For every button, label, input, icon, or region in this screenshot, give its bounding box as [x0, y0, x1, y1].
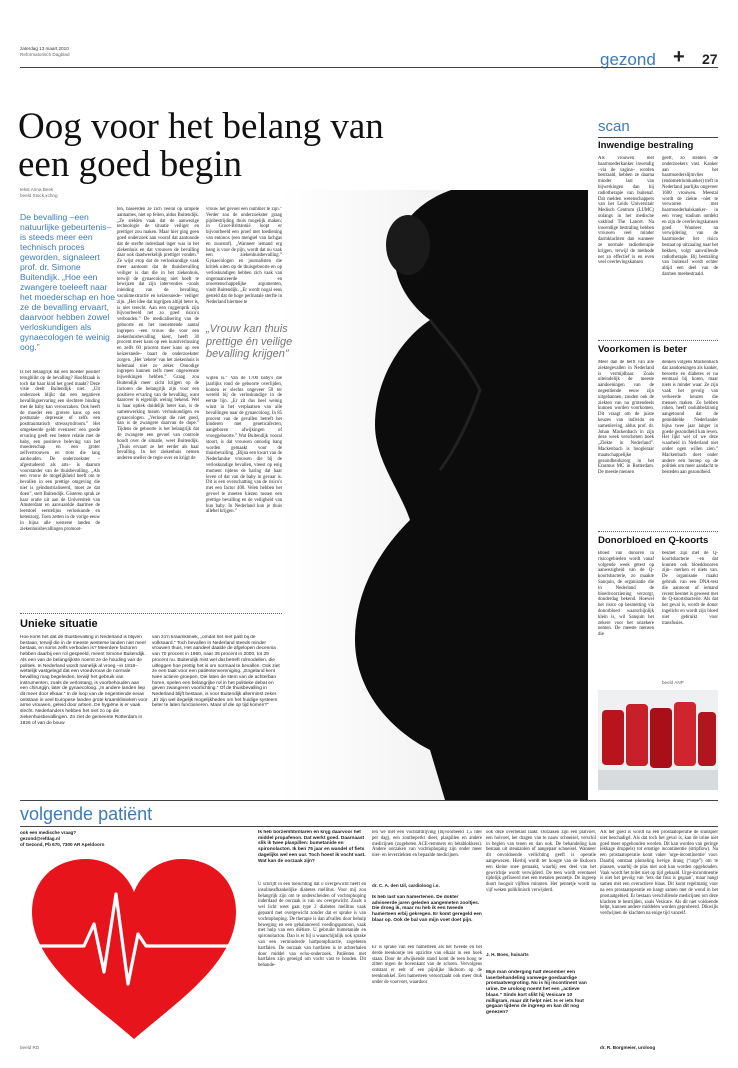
donor-rule	[598, 531, 718, 532]
donor-column-2: besmet zijn met de Q-koortsbacterie –en dat kunnen ook bloeddonoren zijn– merken er niets van. De organisatie maakt gebruik van een DNA-test die aantoont of iemand recent besmet is geweest met de Q-koortsbacterie. Als dat het geval is, wordt de donor ingelicht en wordt zijn bloed niet gebruikt voor transfusies.	[662, 551, 718, 626]
article-column-1: Is het belangrijk dat een moeder positief terugblikt op de bevalling? Hoofdzaak is toch dat haar kind het goed maakt? Deze visie deelt Buitendijk niet. „Uit onderzoek blijkt dat een negatieve bevallingservaring een slechtere binding met de baby kan veroorzaken. Ook heeft de moeder een grotere kans op een postnatale depressie of zelfs een posttraumatisch stresssyndroom.” Het omgekeerde geldt evenzeer: een goede ervaring geeft een betere relatie met de baby, een positieve beleving van het moederschap en een groter zelfvertrouwen en trots die lang aanhouden. De onderzoekster –afgestudeerd als arts– is daarom voorstander van de thuisbevalling. „Als een vrouw de mogelijkheid heeft om te bevallen in een prettige omgeving die niet is geïndustrialiseerd, moet ze dat doen”, stelt Buitendijk. Gisteren sprak ze haar oratie uit aan de Universiteit van Amsterdam en aanvaardde daarmee de leerstoel eerstelijns verloskunde en ketenzorg. Toen zetten in de vorige eeuw in bijna alle westerse landen de ziekenhuisbevallingen promoot-	[20, 370, 100, 532]
headline	[18, 108, 578, 184]
masthead-rule	[20, 67, 718, 68]
box-rule	[20, 613, 282, 614]
question-label: ook een medische vraag?	[20, 830, 77, 835]
voorkomen-title: Voorkomen is beter	[598, 344, 687, 355]
question-3: Mijn man onderging half december een laserbehandeling vanwege goedaardige prostaatvergroting. Nu is hij incontinent van urine. De uroloog noemt het een „actieve blaas.” Sinds kort slikt hij Vesicare 10 milligram, maar dit helpt niet. Is er iets fout gegaan tijdens de ingreep en kan dit nog genezen?	[486, 970, 587, 1015]
donor-title: Donorbloed en Q-koorts	[598, 535, 709, 546]
paper-name: Reformatorisch Dagblad	[20, 52, 70, 57]
answer-1: U schrijft in een toelichting dat u overgewicht heeft en insulineafhankelijke diabetes mellitus. Voor mij zou belangrijk zijn om te onderscheiden of vochtophoping inderdaad de oorzaak is van uw overgewicht. Zoals u wel licht weet gaat type 2 diabetes mellitus vaak gepaard met overgewicht zonder dat er sprake is van vochtophoping. De therapie is dan afvallen door behulp beweging en een gebalanceerd voedingspatroon, vaak met hulp van een diëtiste. U gebruikt bumetanide en spironolacton. Dan is er bij u waarschijnlijk ook sprake van een verminderde hartpompfunctie, zogeheten hartfalen. De oorzaak van hartfalen is te achterhalen door middel van echo-onderzoek. Patiënten met hartfalen zijn geneigd om vocht vast te houden. Dit behande-	[258, 882, 366, 969]
page-number: 27	[702, 51, 718, 67]
box-column-2: van zo'n kraamkliniek, „omdat het niet past bij de volksaard.” Toch bevallen in Nederland steeds minder vrouwen thuis. Het aandeel daalde de afgelopen decennia van 70 procent in 1960, naar 35 procent in 2000, tot 29 procent nu. Buitendijk mist wel dat betreft rolmodellen, die uitleggen hoe prettig het is om normaal te bevallen. Ook ziet ze een taak voor een patiëntenvereniging. „Engeland kent twee actieve groepen. Die laten de stem van de achterban horen, spelen een belangrijke rol in het politieke debat en geven zwangeren voorlichting.” Of de thuisbevalling in Nederland blijft bestaan, is voor Buitendijk allerminst zeker. „Er zijn wel degelijk mogelijkheden om het huidige systeem beter te laten functioneren. Maar of die op tijd komen?”	[152, 635, 280, 709]
scan-column-2: geeft, zo stelden de onderzoekers vast. Kanker aan het baarmoederslijmvlies (endometriumkanker) treft in Nederland jaarlijks ongeveer 1600 vrouwen. Meestal wordt de ziekte –niet te verwarren met baarmoederhalskanker– in een vroeg stadium ontdekt en zijn de overlevingskansen goed. Wanneer na verwijdering van de baarmoeder het risico bestaat op uitzaaiing naar het bekken, volgt aanvullende radiotherapie. Bij bestraling van buitenaf wordt echter altijd een deel van de darmen meebestraald.	[662, 156, 718, 277]
voorkomen-column-2: denken volgens Mackenbach dat aandoeningen als kanker, beroerte en diabetes er nu eenmaal bij horen, maar niets is minder waar. Ze zijn vaak het gevolg van verkeerde keuzes die mensen maken. Zo hebben roken, heeft ondubbelzinnig aangetoond dat de gemiddelde Nederlander bijna twee jaar langer in goede gezondheid kan leven. Het lijkt wel of we deze waarheid in Nederland niet onder ogen willen zien.” Mackenbach doet onder andere een beroep op de politiek om meer aandacht te besteden aan gezondheid.	[662, 360, 718, 476]
patient-section-title: volgende patiënt	[20, 804, 153, 824]
article-column-3b: wijten is.” Van de 1700 baby's die jaarlijks rond de geboorte overlijden, komen er slechts ongeveer 50 ter wereld bij de verloskundige in de eerste lijn. „Er zit dus heel weinig winst in het verplaatsen van alle bevallingen naar de gynaecoloog. In 85 procent van de gevallen betreft het kinderen met geneticafecten, aangeboren afwijkingen of vroeggeboorte.” Wat Buitendijk vooral stoort, is dat vrouwen onnodig bang worden gemaakt voor de thuisbevalling. „Bijna een kwart van de Nederlandse vrouwen die bij de verloskundige bevallen, vreest op enig moment tijdens de baring dat haar leven of dat van de baby in gevaar is. Dit is een overschatting van de risico's met een factor 400. Velen hebben het gevoel te moeten kiezen tussen een prettige bevalling en de veiligheid van hun baby. In Nederland kun je thuis allebei krijgen.”	[206, 376, 282, 515]
headline-line-1: Oog voor het belang van	[18, 106, 384, 147]
box-column-1: Hoe komt het dat de thuisbevalling in Nederland is blijven bestaan, terwijl die in de meeste westerse landen niet meer bestaat, en soms zelfs verboden is? Meerdere factoren hebben daarbij een rol gespeeld, meent Simone Buitendijk. Als een van de belangrijkste noemt ze de houding van de politiek. In Nederland wordt namelijk al vroeg –in 1818– wettelijk vastgelegd dat een vroedvrouw de normale bevalling mag begeleiden, terwijl het gebruik van instrumenten, zoals de verlostang, is voorbehouden aan een chirurgijn, later de gynaecoloog. „In andere landen liep dit meer door elkaar.” In de loop van de negentiende eeuw ontstaan in veel Europese landen grote kraamklinieken voor arme vrouwen, geleid door artsen. De hygiëne is er vaak slecht. Nederlanders hebben het niet zo op die ziekenhuisbevallingen. Zo ziet de gemeente Rotterdam in 1826 of van de bouw	[20, 635, 148, 726]
voorkomen-column-1: Meer dan de helft van alle ziektegevallen in Nederland is vermijdbaar. Zoals uiteindelijk de meeste aandoeningen van de negentiende eeuw zijn uitgebannen, zouden ook de ziekten van nu grotendeels kunnen worden voorkomen. Dit vraagt om de juiste keuzes van individu en samenleving, aldus prof. dr. Johan Mackenbach in zijn deze week verschenen boek „Ziekte in Nederland”. Mackenbach is hoogleraar maatschappelijke gezondheidszorg in het Erasmus MC in Rotterdam. De meeste mensen	[598, 360, 654, 476]
question-2: Ik heb last van hamertenen. De dokter adviseerde jaren geleden aangemeten zooltjes. Die droeg ik, maar nu heb ik een tweede hamerteen erbij gekregen. Er komt geregeld een blaar op. Ook de bal van mijn voet doet pijn.	[372, 895, 482, 923]
voorkomen-rule	[598, 340, 718, 341]
patient-photo-credit: beeld RD	[20, 1045, 40, 1050]
credit-text: tekst Anna Beek	[20, 187, 54, 192]
section-name: gezond	[600, 50, 656, 69]
question-1: Ik heb borzemfibrillaren en krijg daarvoor het middel propafenon. Dat werkt goed. Daarnaast slik ik twee plaspillen: bumetanide en spironolacton. Ik ben 75 jaar en wandel of fiets dagelijks wel een uur. Toch hoest ik vocht vast. Wat kan de oorzaak zijn?	[258, 830, 366, 864]
scan-column-1: Als vrouwen met baarmoederkanker inwendig –via de vagina– worden bestraald, hebben ze daarna minder last van bijwerkingen dan bij radiotherapie van buitenaf. Dat melden wetenschappers van het Leids Universitair Medisch Centrum (LUMC) onlangs in het medische vakblad The Lancet. Na inwendige bestraling hebben vrouwen veel minder darmklachten dan wanneer ze normale radiotherapie krijgen, terwijl de methode net zo effectief is en even veel overlevingskansen	[598, 156, 654, 266]
answer-3-author: dr. R. Borgmeier, uroloog	[600, 1045, 656, 1050]
answer-2: Er is sprake van een hamerteen als het tweede en het derde teenkootje ten opzichte van elkaar in een hoek staan. Door de afwijkende stand komt de teen hoog te zitten tegen de bovenkant van de schoen. Vervolgens ontstaat er eelt of een pijnlijke likdoorn op de teenknokkel. Een hamerteen veroorzaakt ook meer druk onder de voorvoet, waardoor	[372, 945, 482, 985]
scan-title: Inwendige bestraling	[598, 140, 694, 151]
article-column-2: ten, baseerden ze zich veelal op simpele aannames, niet op feiten, aldus Buitendijk. „Ze stelden vaak dat de aanwezige technologie de situatie veiliger en prettiger zou maken. Maar hier ging geen goed onderzoek aan vooraf dat aantoonde dat de sterfte inderdaad lager was in het ziekenhuis en dat vrouwen de bevalling daar ook daadwerkelijk prettiger vonden.” Ze wijst erop dat de verloskundige vaak meer aantoont dat de thuisbevalling veiliger is dan die in het ziekenhuis, terwijl de gynaecoloog niet hoeft te bewijzen dat zijn interventies –zoals inleiding van de bevalling, vacuümextractie en keizersnede– veiliger zijn. „Het idee dat ingrijpen altijd beter is, is niet terecht. Aan een ruggenprik zijn bijvoorbeeld net zo goed risico's verbonden.” De medicalisering van de geboorte en het toenemende aantal ingrepen –een vrouw die voor een ziekenhuisbevalling kiest, heeft 30 procent meer kans op een kunstverlossing en zelfs 60 procent meer kans op een keizersnede– baart de onderzoekster zorgen. „Het 'zekere' van het ziekenhuis is helemaal niet zo zeker. Onnodige ingrepen kunnen zelfs meer ongewenste bijwerkingen hebben.” Graag zou Buitendijk meer zicht krijgen op de factoren die belangrijk zijn voor een positieve ervaring van de bevalling, want daarover is eigenlijk weinig bekend. Wel is haar optiek duidelijk beter kan, is de samenwerking tussen verloskundigen en gynaecologen. „Verloopt die niet goed, dan is de zwangere daarvan de dupe.” Tijdens de geboorte is het belangrijk dat de zwangere een gevoel van controle houdt over de situatie, weet Buitendijk. „Thuis ervaart ze het eerder als haar bevalling. In het ziekenhuis nemen anderen sneller de regie over en krijgt de	[117, 207, 199, 462]
pull-quote: „Vrouw kan thuis prettige én veilige bevalling krijgen”	[206, 323, 293, 360]
donor-column-1: Bloed van donoren in risicogebieden wordt vanaf volgende week getest op aanwezigheid van de Q-koortsbacterie, zo maakte Sanquin, de organisatie die in Nederland de bloedvoorziening verzorgt, donderdag bekend. Hoewel het risico op besmetting via donorbloed waarschijnlijk klein is, wil Sanquin het zekere voor het onzekere nemen. De meeste mensen die	[598, 551, 654, 638]
contact-address: of Gezond, Pb 670, 7300 AR Apeldoorn	[20, 842, 105, 847]
scan-section-label: scan	[598, 118, 630, 135]
patient-rule	[20, 826, 718, 827]
issue-date: zaterdag 13 maart 2010	[20, 46, 69, 51]
answer-1-author: dr. C. A. den Uil, cardioloog i.o.	[372, 883, 440, 888]
answer-1b: len we met een vochtafdrijving (bijvoorbeeld 1,5 liter per dag), een zoutbeperkt dieet, plaspillen en andere medicijnen (zogeheten ACE-remmers en bètablokkers). Andere oorzaken van vochtophoping zijn onder meer nier- en leverziekten en bepaalde medicijnen.	[372, 830, 482, 859]
heart-ecg-icon	[24, 854, 244, 1044]
answer-2b: ook deze overbelast raakt. Oorzaken zijn een platvoet, een holvoet, het dragen van te nauw schoeisel, verschil in beglen van tenen en dan ook. De behandeling kan bestaan uit steunzolen of aangepast schoeisel. Wanneer dit onvoldoende verlichting geeft is operatie aangewezen. Hierbij wordt ter hoogte van de likdoorn een kleine snee gemaakt, waarbij een deel van het gewrichtje wordt verwijderd. De teen wordt eventueel tijdelijk gefixeerd met een metalen pennetje. De ingreep duurt hooguit vijftien minuten. Het pennetje wordt na vijf weken poliklinisch verwijderd.	[486, 830, 596, 893]
donor-photo-credit: beeld ANP	[662, 680, 684, 685]
patient-top-rule	[20, 800, 718, 801]
headline-line-2: een goed begin	[18, 144, 242, 185]
plus-icon: +	[673, 46, 685, 68]
contact-email[interactable]: gezond@refdag.nl	[20, 836, 60, 841]
scan-rule	[598, 137, 718, 138]
answer-3: Als het goed is wordt na een prostaatoperatie de sluitspier niet beschadigd. Als dat toch het geval is, kan de urine niet goed meer opgehouden worden. Dit kan worden van geringe lekkage druppels) tot ernstige incontinentie (stripflow). Na een prostaatoperatie komt vaker 'urge-incontinentie' voor. Daarbij ontstaat plotseling hevige drang (“urge”) om te plassen, waarbij de plas niet ooit kan worden opgehouden. Vaak wordt het toilet niet op tijd gehaald. Urge-incontinentie is niet het gevolg van ‘iets dat fout is gegaan’, maar hangt samen met een overactieve blaas. Dit komt regelmatig voor na een prostaatoperatie en hangt samen met de wond in het prostaatgebied. Er bestaan verschillende medicijnen om deze klachten te bestrijden, zoals Vesicare. Als dit niet voldoende helpt, kunnen andere middelen worden geprobeerd. Dikwijls verdwijnen de klachten na enige tijd vanzelf.	[600, 830, 718, 917]
box-title: Unieke situatie	[20, 618, 98, 630]
credit-photo: beeld Stock.xchng	[20, 193, 58, 198]
answer-2-author: J. H. Boes, huisarts	[486, 952, 529, 957]
article-intro: De bevalling –een natuurlijke gebeurtenis– is steeds meer een technisch proces geworden, signaleert prof. dr. Simone Buitendijk. „Hoe een zwangere toeleeft naar het moederschap en hoe ze de bevalling ervaart, daarvoor hebben zowel verloskundigen als gynaecologen te weinig oog.”	[20, 212, 116, 352]
blood-bags-photo	[598, 690, 718, 790]
pregnant-woman-photo	[280, 190, 588, 800]
article-column-3a: vrouw het gevoel een nummer te zijn.” Verder zou de onderzoekster graag pijnbestrijding thuis mogelijk maken; in Groot-Brittannië loopt er bijvoorbeeld een proef met toediening van entonox (een mengsel van lachgas en zuurstof). „Wanneer iemand erg bang is voor de pijn, wordt dat nu vaak een ziekenhuisbevalling.” Gynaecologen en journalisten die kritiek uiten op de thuisgeboorte en op verloskundigen hebben zich vaak van ongenuanceerde en onwetenschappelijke argumenten, vindt Buitendijk. „Er wordt nogal eens gesteld dat de hoge perinatale sterfte in Nederland hiermee te	[206, 207, 282, 305]
